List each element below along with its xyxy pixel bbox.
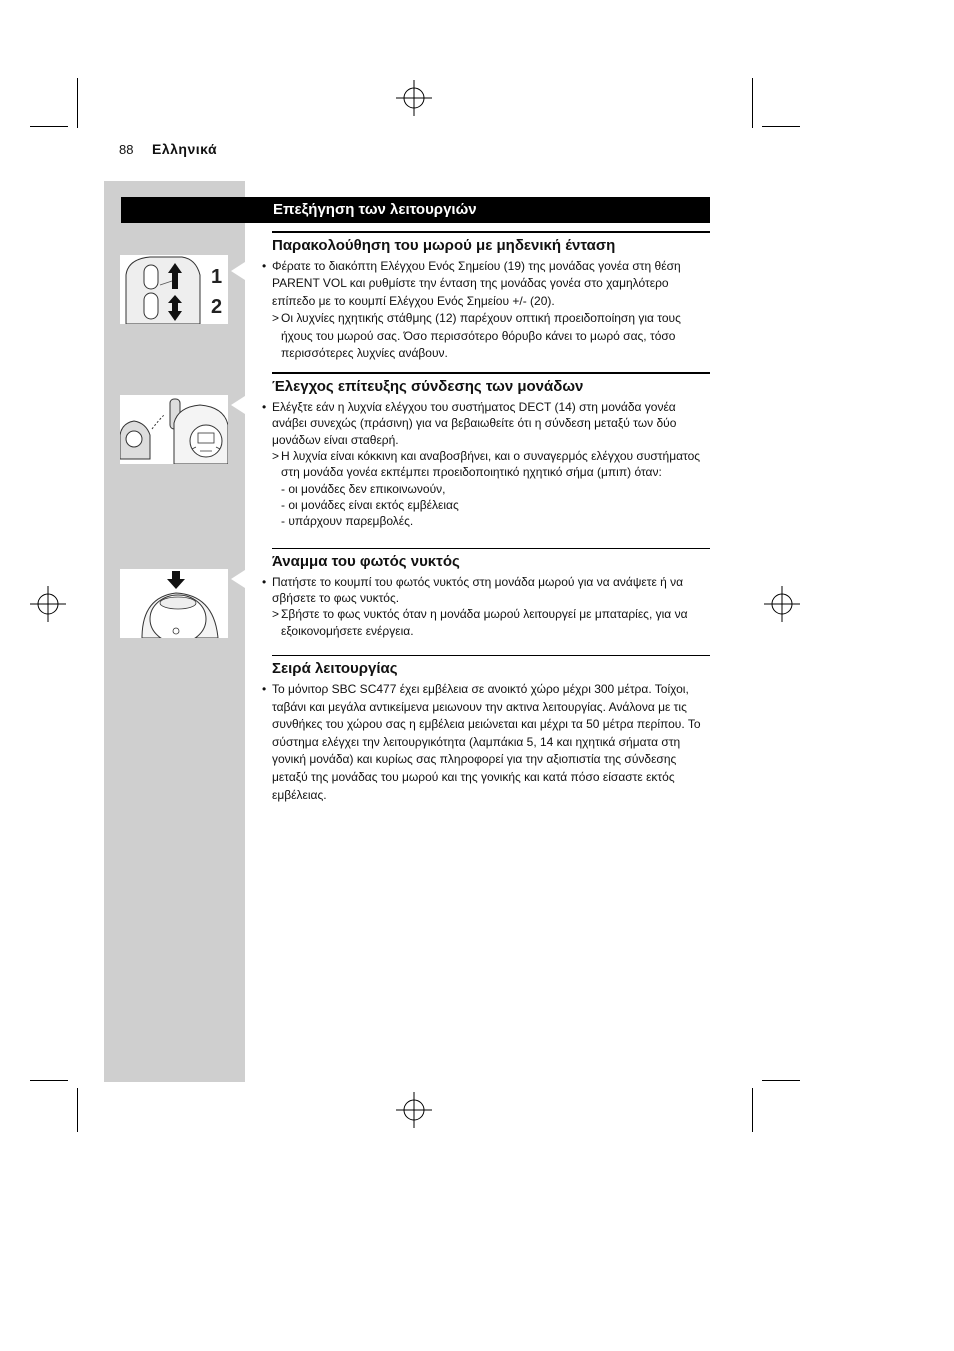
crop-mark xyxy=(77,78,78,128)
illustration-pointer xyxy=(231,262,245,280)
crop-mark xyxy=(752,1088,753,1132)
bullet-text: Φέρατε το διακόπτη Ελέγχου Ενός Σημείου (19) της μονάδας γονέα στη θέση PARENT VOL και ρυθμίστε την ένταση της μονάδας γονέα στο χαμηλότερο επίπεδο με το κουμπί Ελέγχου Ενός Σημείου +/- (20). xyxy=(272,259,681,308)
result-item xyxy=(262,606,710,638)
bullet-marker: • xyxy=(262,575,267,589)
section-operating-range xyxy=(262,655,710,804)
crop-mark xyxy=(30,126,68,127)
crop-mark xyxy=(77,1088,78,1132)
result-text: Η λυχνία είναι κόκκινη και αναβοσβήνει, και ο συναγερμός ελέγχου συστήματος στη μονάδα γονέα εκπέμπει προειδοποιητικό ηχητικό σήμα (μπιπ) όταν: xyxy=(281,449,701,480)
section-title: Σειρά λειτουργίας xyxy=(272,660,398,677)
crop-mark xyxy=(762,1080,800,1081)
dash-item: - οι μονάδες δεν επικοινωνούν, xyxy=(281,481,446,496)
crop-mark xyxy=(752,78,753,128)
bullet-marker: • xyxy=(262,682,267,696)
result-item xyxy=(262,310,710,362)
step-number-1: 1 xyxy=(211,266,223,288)
registration-mark-icon xyxy=(396,80,432,116)
dash-item: - υπάρχουν παρεμβολές. xyxy=(281,513,414,528)
section-divider xyxy=(272,372,710,374)
illustration-pointer xyxy=(231,570,245,588)
result-marker: > xyxy=(272,311,280,326)
language-label: Ελληνικά xyxy=(152,141,218,157)
section-divider xyxy=(272,655,710,656)
illustration-night-light xyxy=(120,569,228,638)
section-zero-volume xyxy=(262,231,710,362)
registration-mark-icon xyxy=(30,586,66,622)
section-link-check xyxy=(262,372,710,529)
bullet-item xyxy=(262,258,710,310)
result-text: Οι λυχνίες ηχητικής στάθμης (12) παρέχουν οπτική προειδοποίηση για τους ήχους του μωρού σας. Όσο περισσότερο θόρυβο κάνει το μωρό σας, τόσο περισσότερες λυχνίες ανάβουν. xyxy=(281,311,681,361)
registration-mark-icon xyxy=(764,586,800,622)
bullet-text: Πατήστε το κουμπί του φωτός νυκτός στη μονάδα μωρού για να ανάψετε ή να σβήσετε το φως νυκτός. xyxy=(272,575,684,606)
crop-mark xyxy=(762,126,800,127)
illustration-pointer xyxy=(231,396,245,414)
section-divider xyxy=(272,231,710,233)
page-number: 88 xyxy=(119,142,134,157)
step-number-2: 2 xyxy=(211,296,223,318)
bullet-marker: • xyxy=(262,400,267,414)
result-item xyxy=(262,448,710,480)
section-title: Παρακολούθηση του μωρού με μηδενική ένταση xyxy=(272,237,616,254)
result-text: Σβήστε το φως νυκτός όταν η μονάδα μωρού λειτουργεί με μπαταρίες, για να εξοικονομήσετε ενέργεια. xyxy=(281,607,688,638)
section-title: Άναμμα του φωτός νυκτός xyxy=(272,553,460,570)
bullet-text: Το μόνιτορ SBC SC477 έχει εμβέλεια σε ανοικτό χώρο μέχρι 300 μέτρα. Τοίχοι, ταβάνι και μεγάλα αντικείμενα μειωνουν την ακτινα λειτουργίας. Ανάλονα με τις συνθήκες του χώρου σας η εμβέλεια μειώνεται και μέχρι τα 50 μέτρα περίπου. Το σύστημα ελέγχει την λειτουργικότητα (λαμπάκια 5, 14 και ηχητικά σήματα στη γονική μονάδα) και κυρίως σας πληροφορεί για την αξιοπιστία της σύνδεσης μεταξύ της μονάδας του μωρού και της γονικής και κατά πόσο είσαστε εκτός εμβέλειας. xyxy=(272,682,701,802)
bullet-item xyxy=(262,399,710,448)
dash-item: - οι μονάδες είναι εκτός εμβέλειας xyxy=(281,497,459,512)
section-title: Έλεγχος επίτευξης σύνδεσης των μονάδων xyxy=(272,378,584,395)
chapter-title-bar xyxy=(121,197,710,223)
bullet-item xyxy=(262,574,710,606)
bullet-item xyxy=(262,681,710,804)
bullet-text: Ελέγξτε εάν η λυχνία ελέγχου του συστήματος DECT (14) στη μονάδα γονέα ανάβει συνεχώς (πράσινη) για να βεβαιωθείτε ότι η σύνδεση μεταξύ των δύο μονάδων είναι σταθερή. xyxy=(272,400,677,447)
section-night-light xyxy=(262,548,710,639)
result-marker: > xyxy=(272,607,280,622)
result-marker: > xyxy=(272,449,280,464)
registration-mark-icon xyxy=(396,1092,432,1128)
section-divider xyxy=(272,548,710,549)
chapter-title: Επεξήγηση των λειτουργιών xyxy=(273,201,477,218)
crop-mark xyxy=(30,1080,68,1081)
illustration-dect-link xyxy=(120,395,228,464)
bullet-marker: • xyxy=(262,259,267,273)
